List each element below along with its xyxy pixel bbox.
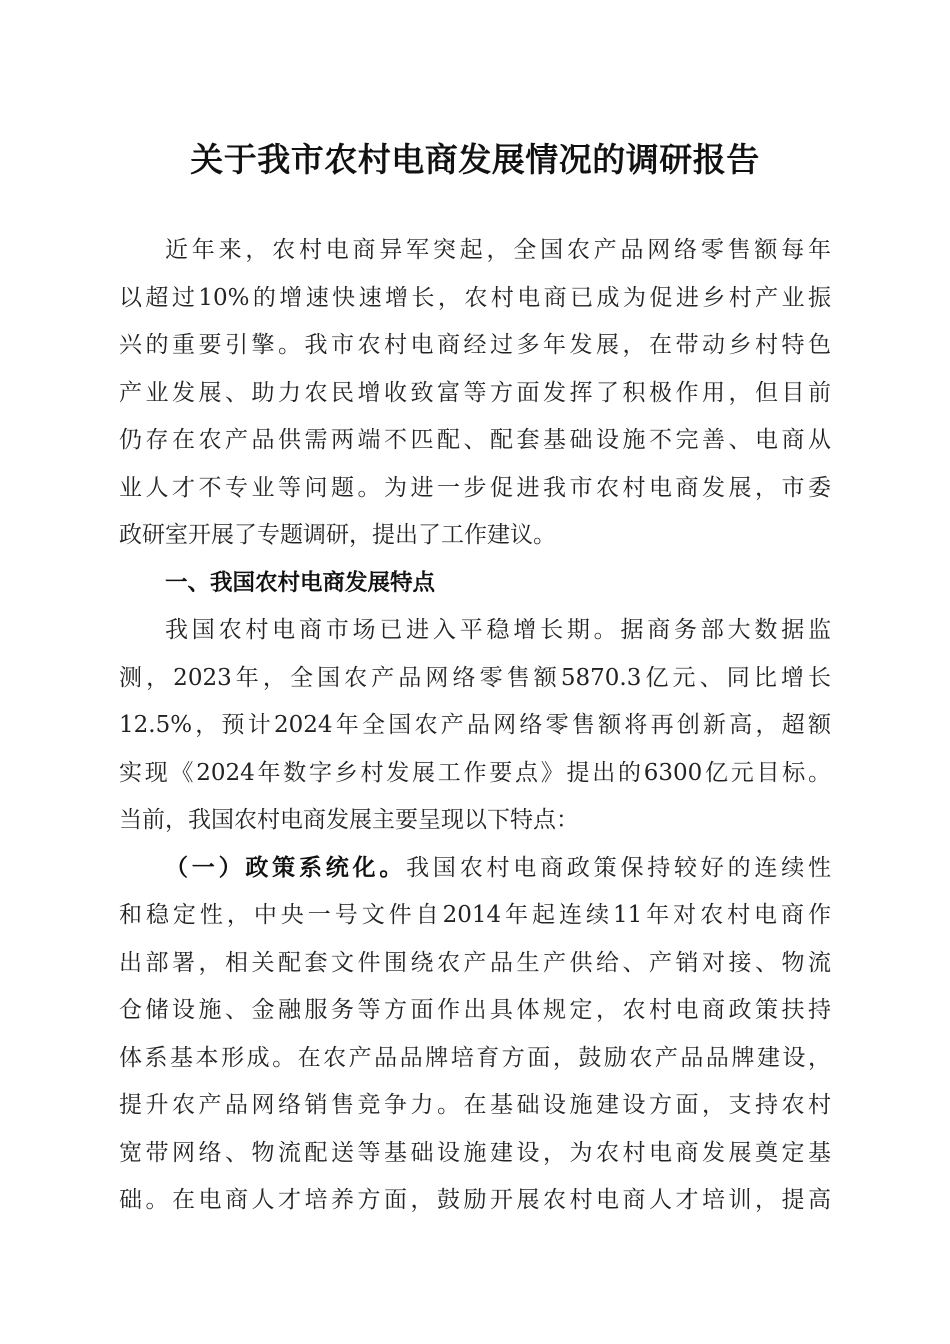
paragraph-line: 实现《2024年数字乡村发展工作要点》提出的6300亿元目标。 xyxy=(119,759,831,786)
paragraph-line: 产业发展、助力农民增收致富等方面发挥了积极作用，但目前 xyxy=(119,379,831,406)
paragraph-line: 近年来，农村电商异军突起，全国农产品网络零售额每年 xyxy=(165,237,831,263)
subsection-heading: （一）政策系统化。 xyxy=(165,854,407,881)
document-title: 关于我市农村电商发展情况的调研报告 xyxy=(190,140,760,179)
paragraph-line: 和稳定性，中央一号文件自2014年起连续11年对农村电商作 xyxy=(119,902,831,928)
paragraph-line: 础。在电商人才培养方面，鼓励开展农村电商人才培训，提高 xyxy=(119,1187,831,1213)
paragraph-line: 当前，我国农村电商发展主要呈现以下特点： xyxy=(119,807,579,833)
paragraph-line: 出部署，相关配套文件围绕农产品生产供给、产销对接、物流 xyxy=(119,949,831,976)
paragraph-line: 仍存在农产品供需两端不匹配、配套基础设施不完善、电商从 xyxy=(119,427,831,453)
paragraph-line xyxy=(119,845,831,893)
section1-paragraph xyxy=(119,607,831,845)
paragraph-line: 测，2023年，全国农产品网络零售额5870.3亿元、同比增长 xyxy=(119,664,831,691)
paragraph-line: 宽带网络、物流配送等基础设施建设，为农村电商发展奠定基 xyxy=(119,1139,831,1166)
paragraph-line: 体系基本形成。在农产品品牌培育方面，鼓励农产品品牌建设， xyxy=(119,1044,831,1071)
intro-paragraph xyxy=(119,227,831,560)
paragraph-line: 提升农产品网络销售竞争力。在基础设施建设方面，支持农村 xyxy=(119,1092,831,1118)
paragraph-line: 我国农村电商市场已进入平稳增长期。据商务部大数据监 xyxy=(165,617,831,643)
paragraph-line: 仓储设施、金融服务等方面作出具体规定，农村电商政策扶持 xyxy=(119,997,831,1023)
paragraph-line: 以超过10%的增速快速增长，农村电商已成为促进乡村产业振 xyxy=(119,284,831,311)
paragraph-line: 兴的重要引擎。我市农村电商经过多年发展，在带动乡村特色 xyxy=(119,332,831,358)
paragraph-line: 12.5%，预计2024年全国农产品网络零售额将再创新高，超额 xyxy=(119,712,831,738)
section-heading: 一、我国农村电商发展特点 xyxy=(165,569,436,596)
document-body xyxy=(119,227,831,1225)
paragraph-line: 业人才不专业等问题。为进一步促进我市农村电商发展，市委 xyxy=(119,474,831,501)
paragraph-text: 我国农村电商政策保持较好的连续性 xyxy=(406,854,831,881)
paragraph-line: 政研室开展了专题调研，提出了工作建议。 xyxy=(119,522,556,548)
subsection1-paragraph xyxy=(119,845,831,1225)
